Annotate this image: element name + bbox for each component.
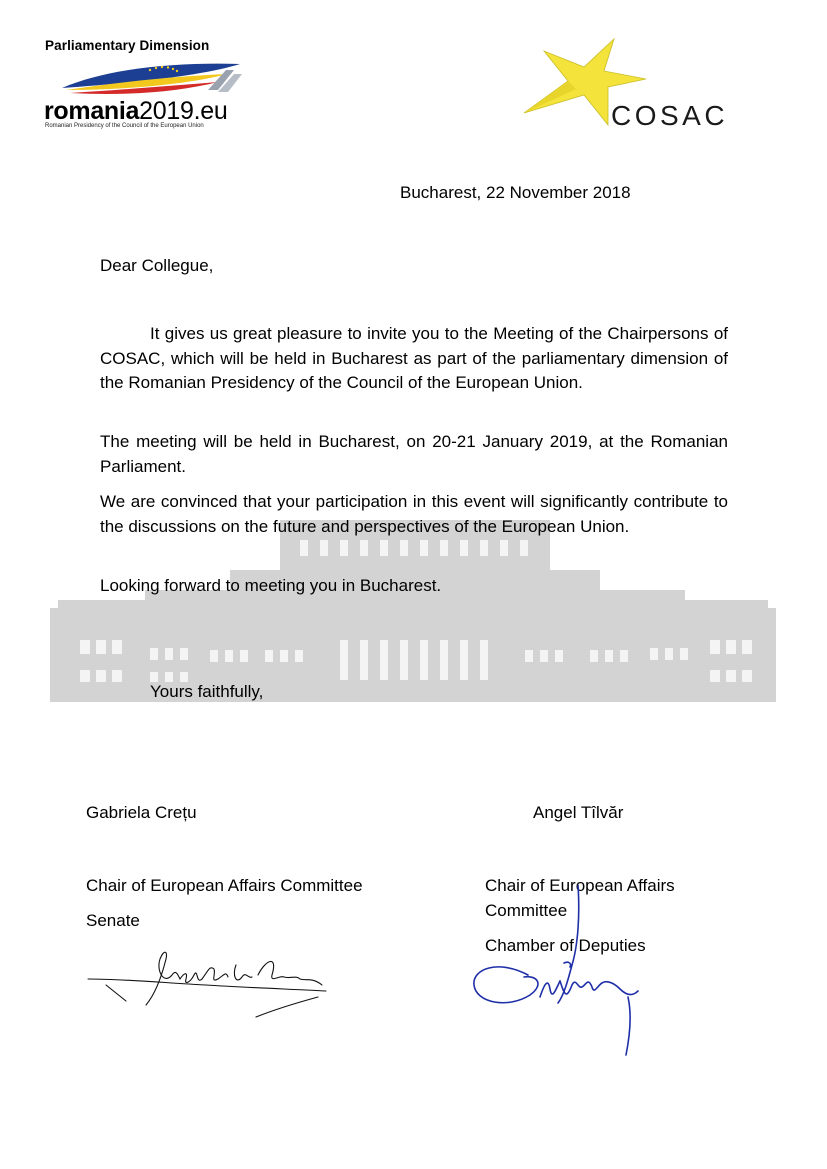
brand-rest: 2019.eu — [139, 97, 228, 125]
presidency-subtitle: Romanian Presidency of the Council of the European Union — [45, 123, 204, 129]
signatory-name-left: Gabriela Crețu — [86, 803, 197, 822]
paragraph-invitation: It gives us great pleasure to invite you to the Meeting of the Chairpersons of COSAC, which will be held in Bucharest as part of the parliamentary dimension of the Romanian Presidency of the Council of the European Union. — [100, 324, 728, 392]
signature-left-image — [86, 945, 336, 1020]
salutation: Dear Collegue, — [100, 256, 214, 275]
brand-bold: romania — [44, 97, 140, 125]
signature-right-image — [468, 885, 648, 1060]
paragraph-meeting-details: The meeting will be held in Bucharest, on 20-21 January 2019, at the Romanian Parliament. — [100, 432, 728, 476]
cosac-wordmark: COSAC — [611, 100, 729, 131]
signatory-name-right: Angel Tîlvăr — [533, 803, 624, 822]
signatory-role-right: Chair of European Affairs Committee — [485, 876, 675, 920]
eu-flag-swoosh-icon — [58, 60, 244, 100]
closing: Yours faithfully, — [150, 682, 264, 701]
signatory-body-right: Chamber of Deputies — [485, 936, 646, 955]
paragraph-looking-forward: Looking forward to meeting you in Bucharest. — [100, 576, 442, 595]
parliamentary-dimension-title: Parliamentary Dimension — [45, 38, 210, 53]
romania2019-brand — [44, 98, 227, 124]
parliament-building-watermark — [50, 520, 776, 702]
signatory-role-left: Chair of European Affairs Committee — [86, 876, 363, 895]
date-line: Bucharest, 22 November 2018 — [400, 183, 631, 202]
paragraph-participation: We are convinced that your participation in this event will significantly contribute to the discussions on the future and perspectives of the European Union. — [100, 492, 728, 536]
signatory-body-left: Senate — [86, 911, 140, 930]
